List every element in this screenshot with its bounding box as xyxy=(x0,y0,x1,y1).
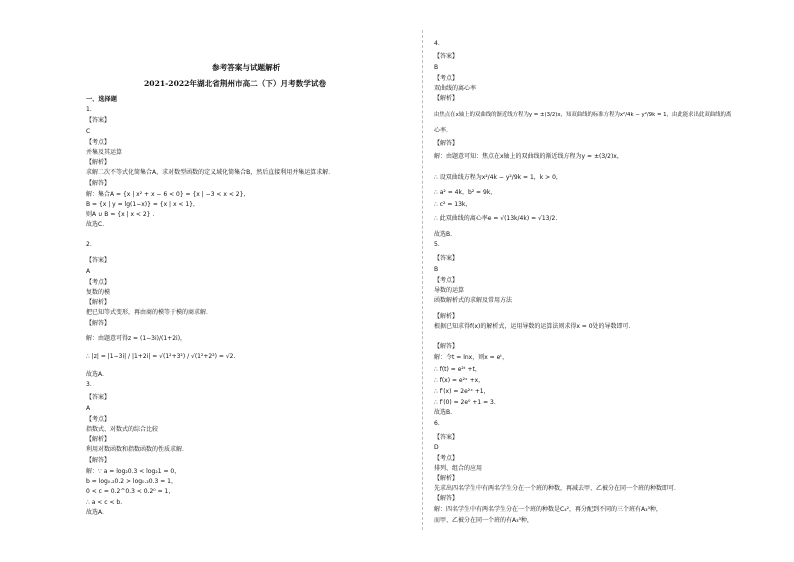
solution-line: 解：由题意可知：焦点在x轴上的双曲线的渐近线方程为y = ±(3/2)x， xyxy=(434,153,623,160)
analysis-tag: 【解析】 xyxy=(86,159,111,166)
answer-tag: 【答案】 xyxy=(86,257,111,264)
solution-line: ∴ f′(0) = 2e⁰ +1 = 3. xyxy=(434,399,496,406)
analysis-text: 求解二次不等式化简集合A，求对数型函数的定义域化简集合B，然后直接利用并集运算求解． xyxy=(86,169,335,176)
answer-value: C xyxy=(86,128,91,135)
solution-line: 故选A. xyxy=(86,509,104,516)
solution-line: ∴ f(x) = e²ˣ +x， xyxy=(434,377,485,384)
solution-tag: 【解答】 xyxy=(86,320,111,327)
answer-tag: 【答案】 xyxy=(434,53,459,60)
analysis-tag: 【解析】 xyxy=(86,299,111,306)
point-text: 并集及其运算 xyxy=(86,149,123,156)
solution-line: B = {x | y = lg(1−x)} = {x | x < 1}, xyxy=(86,201,195,208)
solution-line: 解：∵ a = log₂0.3 < log₂1 = 0， xyxy=(86,468,181,475)
answer-tag: 【答案】 xyxy=(434,255,459,262)
point-text: 指数式、对数式的综合比较 xyxy=(86,426,159,433)
solution-tag: 【解答】 xyxy=(434,343,459,350)
solution-line: 解：由题意可得z = (1−3i)/(1+2i)， xyxy=(86,335,187,342)
question-number: 4. xyxy=(434,40,440,47)
question-number: 5. xyxy=(434,241,440,248)
section-heading: 一、选择题 xyxy=(86,96,117,103)
question-number: 3. xyxy=(86,381,92,388)
solution-line: 解：集合A = {x | x² + x − 6 < 0} = {x | −3 < x < 2}, xyxy=(86,191,246,198)
column-divider xyxy=(422,30,423,530)
point-tag: 【考点】 xyxy=(434,277,459,284)
solution-tag: 【解答】 xyxy=(434,140,459,147)
analysis-text: 心率． xyxy=(434,127,453,134)
solution-line: 故选A. xyxy=(86,371,104,378)
question-number: 1. xyxy=(86,106,92,113)
point-tag: 【考点】 xyxy=(86,416,111,423)
solution-line: 故选B. xyxy=(434,409,453,416)
solution-line: 解：四名学生中有两名学生分在一个班的种数是C₄²，再分配到不同的三个班有A₃³种， xyxy=(434,506,662,513)
analysis-tag: 【解析】 xyxy=(434,475,459,482)
solution-line: ∴ f′(x) = 2e²ˣ +1， xyxy=(434,388,490,395)
answer-value: D xyxy=(434,444,439,451)
question-number: 6. xyxy=(434,420,440,427)
exam-subtitle: 2021-2022年湖北省荆州市高二（下）月考数学试卷 xyxy=(144,79,327,88)
answer-value: A xyxy=(86,405,91,412)
analysis-text: 利用对数函数和指数函数的性质求解． xyxy=(86,446,189,453)
analysis-text: 把已知等式变形，再由商的模等于模的商求解． xyxy=(86,309,213,316)
point-text: 双曲线的离心率 xyxy=(434,85,477,92)
answer-value: A xyxy=(86,268,91,275)
page-title: 参考答案与试题解析 xyxy=(212,63,281,72)
solution-tag: 【解答】 xyxy=(434,495,459,502)
solution-line: ∴ a < c < b. xyxy=(86,499,123,506)
solution-line: ∴ 此双曲线的离心率e = √(13k/4k) = √13/2. xyxy=(434,215,558,222)
point-tag: 【考点】 xyxy=(86,139,111,146)
solution-line: 故选B. xyxy=(434,231,453,238)
solution-line: 故选C. xyxy=(86,221,105,228)
solution-line: ∴ 设双曲线方程为x²/4k − y²/9k = 1，k > 0， xyxy=(434,174,562,181)
solution-line: 则A ∪ B = {x | x < 2} . xyxy=(86,211,155,218)
answer-value: B xyxy=(434,266,439,273)
point-text: 复数的模 xyxy=(86,289,111,296)
solution-line: 而甲、乙被分在同一个班的有A₃³种， xyxy=(434,517,533,524)
analysis-tag: 【解析】 xyxy=(434,95,459,102)
answer-tag: 【答案】 xyxy=(86,117,111,124)
solution-tag: 【解答】 xyxy=(86,180,111,187)
question-number: 2. xyxy=(86,241,92,248)
answer-value: B xyxy=(434,64,439,71)
answer-tag: 【答案】 xyxy=(434,434,459,441)
solution-line: ∴ f(t) = e²ᵗ +t， xyxy=(434,366,481,373)
point-text: 排列、组合的应用 xyxy=(434,465,483,472)
point-tag: 【考点】 xyxy=(434,75,459,82)
point-text: 导数的运算 xyxy=(434,287,465,294)
answer-tag: 【答案】 xyxy=(86,394,111,401)
solution-line: 解：令t = lnx，则x = eᵗ， xyxy=(434,354,509,361)
solution-tag: 【解答】 xyxy=(86,457,111,464)
analysis-tag: 【解析】 xyxy=(434,313,459,320)
analysis-text: 根据已知求得f(x)的解析式，运用导数的运算法则求得x = 0处的导数即可． xyxy=(434,323,635,330)
solution-line: b = log₀.₂0.2 > log₀.₂0.3 = 1， xyxy=(86,478,177,485)
analysis-tag: 【解析】 xyxy=(86,436,111,443)
solution-line: 0 < c = 0.2^0.3 < 0.2⁰ = 1， xyxy=(86,488,175,495)
point-tag: 【考点】 xyxy=(434,455,459,462)
solution-line: ∴ a² = 4k，b² = 9k， xyxy=(434,189,497,196)
point-text: 函数解析式的求解及常用方法 xyxy=(434,297,513,304)
solution-line: ∴ c² = 13k， xyxy=(434,201,472,208)
point-tag: 【考点】 xyxy=(86,279,111,286)
analysis-text: 先求出四名学生中有两名学生分在一个班的种数，再减去甲、乙被分在同一个班的种数即可． xyxy=(434,485,681,492)
analysis-text: 由焦点在x轴上的双曲线的渐近线方程为y = ±(3/2)x，知双曲线的标准方程为x²/4k − y²/9k = 1，由此能求出此双曲线的离 xyxy=(434,112,732,118)
solution-line: ∴ |z| = |1−3i| / |1+2i| = √(1²+3²) / √(1²+2²) = √2. xyxy=(86,353,236,360)
